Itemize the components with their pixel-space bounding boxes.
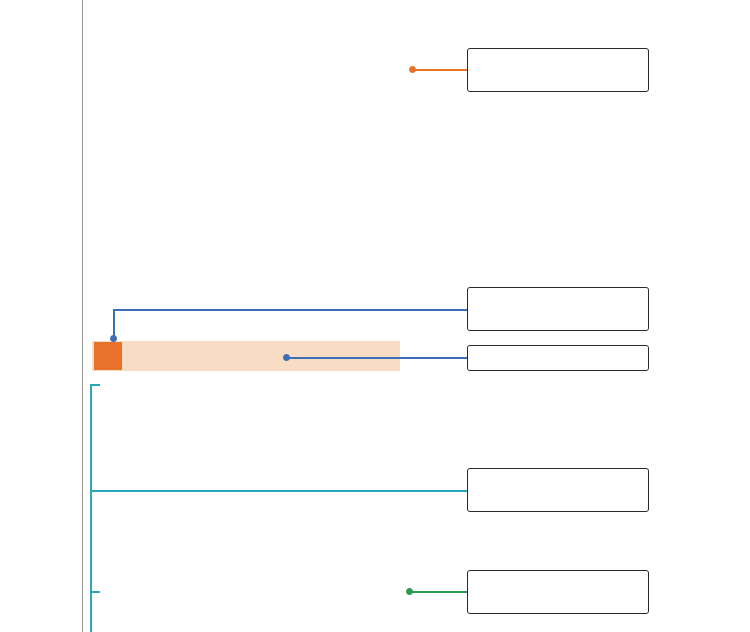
connector-bihua [287,357,468,359]
callout-zhuyin [467,468,649,512]
callout-zaoju [467,48,649,92]
callout-bihua [467,345,649,371]
margin-rule [82,0,83,632]
connector-zitou-h [113,309,468,311]
headword-char [94,342,122,370]
callout-shiyi [467,570,649,614]
connector-zhuyin-v [90,384,92,632]
connector-zhuyin-1 [90,384,100,386]
connector-dot-zitou [110,335,117,342]
connector-shiyi [410,591,468,593]
callout-zitou [467,287,649,331]
connector-zhuyin-3 [90,591,100,593]
headword-band [92,341,400,371]
connector-zhuyin-2 [90,490,468,492]
connector-zaoju [413,69,468,71]
